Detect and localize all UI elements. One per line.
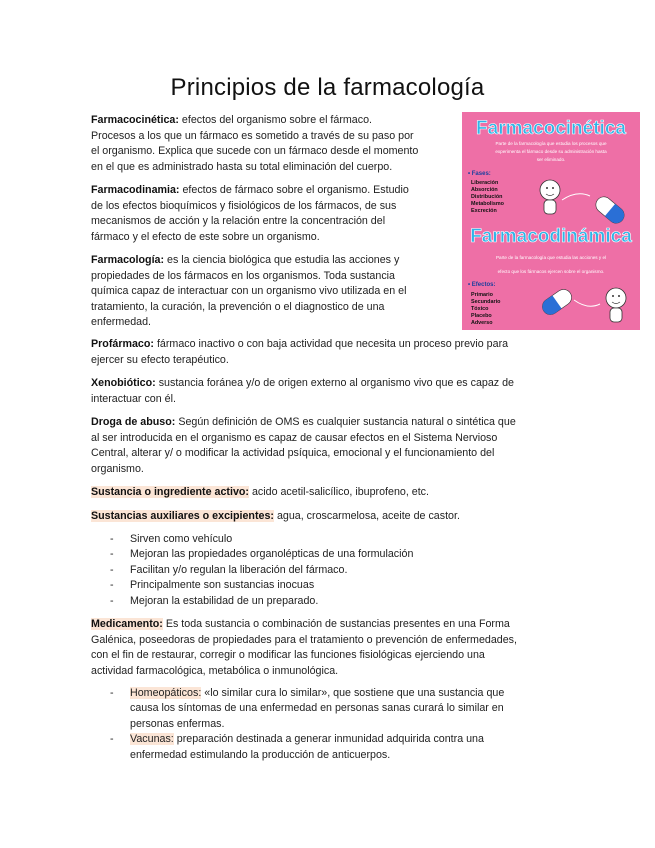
line: Procesos a los que un fármaco es sometido a través de su paso por [91, 129, 414, 142]
list-item-homeopaticos [110, 686, 560, 732]
line: de los efectos bioquímicos y fisiológicos de los fármacos, de sus [91, 199, 397, 212]
term-farmacocinetica: Farmacocinética: [91, 114, 179, 126]
paragraph-farmacologia [91, 253, 453, 331]
line: enfermedad. [91, 316, 152, 328]
line: fármaco y el efecto de este sobre un organismo. [91, 230, 320, 243]
paragraph-excipientes [91, 509, 566, 525]
infographic-fase: Liberación [471, 180, 499, 186]
list-item: - Mejoran las propiedades organolépticas de una formulación [110, 547, 560, 562]
infographic-title-2: Farmacodinámica [470, 226, 632, 247]
infographic-efecto: Adverso [471, 320, 493, 326]
term-profarmaco: Profármaco: [91, 338, 154, 350]
paragraph-profarmaco [91, 337, 566, 368]
line: en el que es administrado hasta su total eliminación del cuerpo. [91, 160, 393, 173]
list-item-vacunas [110, 732, 560, 763]
line: el organismo. Explica que sucede con un fármaco desde el momento [91, 145, 419, 157]
paragraph-xenobiotico [91, 376, 566, 407]
line: agua, croscarmelosa, aceite de castor. [276, 510, 460, 522]
line: organismo. [91, 462, 144, 475]
infographic-efectos-label: • Efectos: [468, 282, 496, 288]
line: fármaco inactivo o con baja actividad que necesita un proceso previo para [156, 338, 509, 350]
line: con el fin de restaurar, corregir o modificar las funciones fisiológicas ejerciendo una [91, 649, 485, 661]
line: Según definición de OMS es cualquier sustancia natural o sintética que [178, 416, 516, 428]
line: efectos de fármaco sobre el organismo. Estudio [182, 184, 409, 196]
term-excipientes: Sustancias auxiliares o excipientes: [91, 510, 274, 522]
pharmacology-infographic [462, 112, 640, 330]
infographic-sub1-line: ser eliminado. [536, 157, 566, 162]
line: causa los síntomas de una enfermedad en personas sanas curará lo similar en [130, 702, 504, 715]
term-farmacodinamia: Farmacodinamia: [91, 184, 180, 196]
line: propiedades de los fármacos en los organismos. Toda sustancia [91, 269, 395, 282]
infographic-sub2-line: Parte de la farmacología que estudia las acciones y el [495, 255, 607, 260]
line: «lo similar cura lo similar», que sostiene que una sustancia que [204, 687, 505, 699]
line: es la ciencia biológica que estudia las acciones y [167, 254, 400, 266]
paragraph-farmacodinamia [91, 183, 453, 245]
infographic-efecto: Placebo [471, 313, 492, 319]
line: Central, alterar y/ o modificar la actividad psíquica, emocional y el funcionamiento del [91, 447, 495, 459]
term-xenobiotico: Xenobiótico: [91, 377, 156, 389]
infographic-sub1-line: experimenta el fármaco desde su administración hasta [495, 149, 607, 154]
infographic-efecto: Tóxico [471, 306, 489, 312]
paragraph-droga-de-abuso [91, 415, 566, 477]
line: preparación destinada a generar inmunidad adquirida contra una [176, 733, 484, 746]
infographic-title-1: Farmacocinética [476, 118, 626, 139]
line: tratamiento, la curación, la prevención o el diagnostico de una [91, 300, 385, 313]
excipientes-list [110, 532, 560, 609]
infographic-sub1-line: Parte de la farmacología que estudia los procesos que [495, 141, 607, 146]
infographic-fases-label: • Fases: [468, 171, 491, 177]
infographic-sub2-line: efecto que los fármacos ejercen sobre el organismo. [497, 269, 605, 274]
paragraph-medicamento [91, 617, 566, 679]
paragraph-farmacocinetica [91, 113, 453, 175]
page-title: Principios de la farmacología [170, 74, 485, 101]
list-item: - Facilitan y/o regulan la liberación del fármaco. [110, 563, 560, 578]
infographic-efecto: Secundario [471, 299, 501, 305]
line: química capaz de interactuar con un organismo vivo utilizada en el [91, 285, 407, 297]
term-ingrediente-activo: Sustancia o ingrediente activo: [91, 486, 249, 498]
list-item: - Sirven como vehículo [110, 532, 560, 547]
line: mecanismos de acción y la relación entre la concentración del [91, 215, 386, 227]
line: actividad farmacológica, metabólica o inmunológica. [91, 664, 339, 677]
list-item: - Mejoran la estabilidad de un preparado. [110, 594, 560, 609]
label-homeopaticos: Homeopáticos: [130, 687, 202, 699]
infographic-fase: Absorción [471, 187, 498, 193]
line: Es toda sustancia o combinación de sustancias presentes en una Forma [165, 618, 510, 630]
line: enfermedad estimulando la producción de anticuerpos. [130, 748, 391, 761]
line: sustancia foránea y/o de origen externo al organismo vivo que es capaz de [158, 377, 514, 389]
infographic-fase: Excreción [471, 208, 497, 214]
line: efectos del organismo sobre el fármaco. [181, 114, 373, 126]
line: Galénica, poseedoras de propiedades para el tratamiento o prevención de enfermedades, [91, 633, 517, 646]
term-farmacologia: Farmacología: [91, 254, 165, 266]
label-vacunas: Vacunas: [130, 733, 174, 746]
list-item: - Principalmente son sustancias inocuas [110, 578, 560, 593]
medicamento-list [110, 686, 560, 763]
infographic-fase: Distribución [471, 194, 503, 200]
infographic-fase: Metabolismo [471, 201, 504, 207]
line: ejercer su efecto terapéutico. [91, 353, 229, 366]
term-droga-de-abuso: Droga de abuso: [91, 416, 176, 428]
line: personas enfermas. [130, 717, 225, 730]
line: al ser introducida en el organismo es capaz de causar efectos en el Sistema Nervioso [91, 431, 498, 444]
infographic-efecto: Primario [471, 292, 493, 298]
line: acido acetil-salicílico, ibuprofeno, etc. [251, 486, 429, 498]
term-medicamento: Medicamento: [91, 618, 163, 630]
line: interactuar con él. [91, 392, 176, 405]
paragraph-ingrediente-activo [91, 485, 566, 501]
